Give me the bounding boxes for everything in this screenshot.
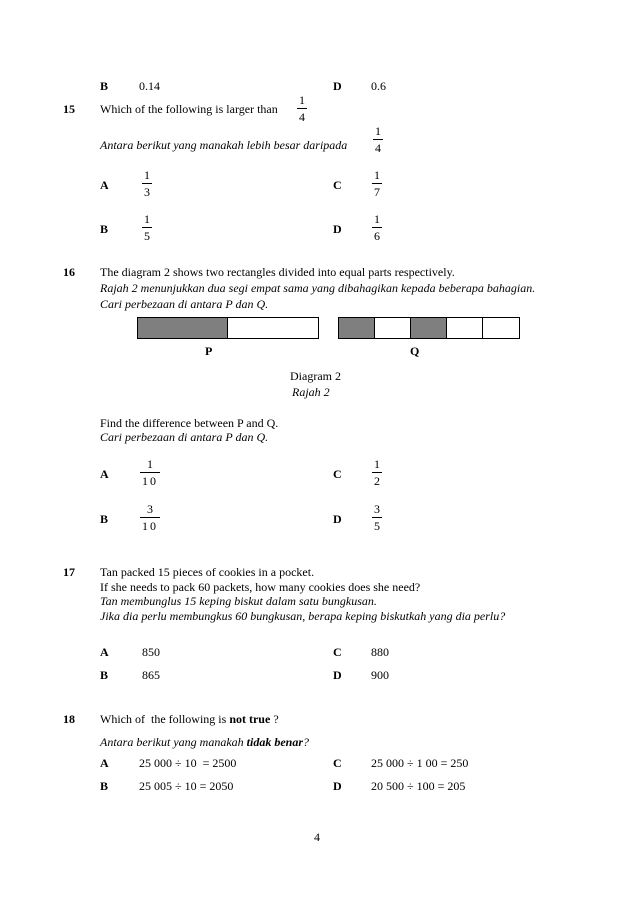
q16-ask-en: Find the difference between P and Q.	[100, 416, 279, 430]
q18-text-en	[100, 712, 279, 726]
q18-ms-suffix: ?	[303, 735, 309, 749]
question-number-18: 18	[63, 712, 75, 726]
question-number-16: 16	[63, 265, 75, 279]
q18-en-suffix: ?	[270, 712, 279, 726]
diagram-caption-ms: Rajah 2	[292, 385, 330, 399]
q16-line2-ms: Rajah 2 menunjukkan dua segi empat sama yang dibahagikan kepada beberapa bahagian.	[100, 281, 536, 295]
q16-option-a-fraction: 1 10	[142, 457, 158, 488]
q15-option-a-letter[interactable]: A	[100, 178, 109, 192]
q18-text-ms	[100, 735, 309, 749]
q18-en-emphasis: not true	[229, 712, 271, 726]
q17-line1-en: Tan packed 15 pieces of cookies in a pocket.	[100, 565, 315, 579]
q15-text-en: Which of the following is larger than	[100, 102, 278, 116]
rectangle-q-part	[483, 318, 519, 338]
q15-ref-fraction-en: 1 4	[299, 93, 305, 124]
q18-option-b-letter[interactable]: B	[100, 779, 109, 793]
rectangle-q	[338, 317, 520, 339]
q16-option-b-letter[interactable]: B	[100, 512, 109, 526]
question-number-15: 15	[63, 102, 75, 116]
q16-option-d-letter[interactable]: D	[333, 512, 342, 526]
q17-option-b-value: 865	[142, 668, 160, 682]
q16-option-d-fraction: 3 5	[374, 502, 380, 533]
q16-option-b-fraction: 3 10	[142, 502, 158, 533]
q18-option-c-letter[interactable]: C	[333, 756, 342, 770]
rectangle-p-part	[138, 318, 228, 338]
q17-line4-ms: Jika dia perlu membungkus 60 bungkusan, berapa keping biskutkah yang dia perlu?	[100, 609, 506, 623]
q17-line3-ms: Tan membunglus 15 keping biskut dalam satu bungkusan.	[100, 594, 377, 608]
q16-line1-en: The diagram 2 shows two rectangles divided into equal parts respectively.	[100, 265, 455, 279]
q16-line3-ms: Cari perbezaan di antara P dan Q.	[100, 297, 269, 311]
q17-option-a-value: 850	[142, 645, 160, 659]
q18-option-c-value: 25 000 ÷ 1 00 = 250	[371, 756, 469, 770]
diagram-caption-en: Diagram 2	[290, 369, 341, 383]
q15-option-d-letter[interactable]: D	[333, 222, 342, 236]
q15-option-c-fraction: 1 7	[374, 168, 380, 199]
q15-option-b-letter[interactable]: B	[100, 222, 109, 236]
q15-option-d-fraction: 1 6	[374, 212, 380, 243]
q17-option-b-letter[interactable]: B	[100, 668, 109, 682]
prev-option-b-letter: B	[100, 79, 109, 93]
rectangle-q-part	[375, 318, 411, 338]
q16-option-c-fraction: 1 2	[374, 457, 380, 488]
rectangle-q-part	[339, 318, 375, 338]
q18-option-a-value: 25 000 ÷ 10 = 2500	[139, 756, 237, 770]
q18-ms-emphasis: tidak benar	[246, 735, 303, 749]
q18-option-a-letter[interactable]: A	[100, 756, 109, 770]
q18-option-d-letter[interactable]: D	[333, 779, 342, 793]
prev-option-d-value: 0.6	[371, 79, 386, 93]
q16-ask-ms: Cari perbezaan di antara P dan Q.	[100, 430, 269, 444]
rectangle-q-label: Q	[410, 344, 420, 358]
q17-option-c-value: 880	[371, 645, 389, 659]
q17-line2-en: If she needs to pack 60 packets, how many cookies does she need?	[100, 580, 421, 594]
q16-option-c-letter[interactable]: C	[333, 467, 342, 481]
q18-option-d-value: 20 500 ÷ 100 = 205	[371, 779, 466, 793]
rectangle-q-part	[411, 318, 447, 338]
rectangle-p	[137, 317, 319, 339]
prev-option-b-value: 0.14	[139, 79, 160, 93]
q18-ms-prefix: Antara berikut yang manakah	[100, 735, 247, 749]
q17-option-d-letter[interactable]: D	[333, 668, 342, 682]
q16-option-a-letter[interactable]: A	[100, 467, 109, 481]
q17-option-d-value: 900	[371, 668, 389, 682]
q15-text-ms: Antara berikut yang manakah lebih besar daripada	[100, 138, 348, 152]
q15-option-b-fraction: 1 5	[144, 212, 150, 243]
question-number-17: 17	[63, 565, 75, 579]
q18-en-prefix: Which of the following is	[100, 712, 230, 726]
q15-option-a-fraction: 1 3	[144, 168, 150, 199]
rectangle-p-part	[228, 318, 318, 338]
prev-option-d-letter: D	[333, 79, 342, 93]
q17-option-c-letter[interactable]: C	[333, 645, 342, 659]
q15-option-c-letter[interactable]: C	[333, 178, 342, 192]
rectangle-p-label: P	[205, 344, 213, 358]
q15-ref-fraction-ms: 1 4	[375, 124, 381, 155]
page-number: 4	[314, 830, 320, 844]
rectangle-q-part	[447, 318, 483, 338]
q17-option-a-letter[interactable]: A	[100, 645, 109, 659]
q18-option-b-value: 25 005 ÷ 10 = 2050	[139, 779, 234, 793]
